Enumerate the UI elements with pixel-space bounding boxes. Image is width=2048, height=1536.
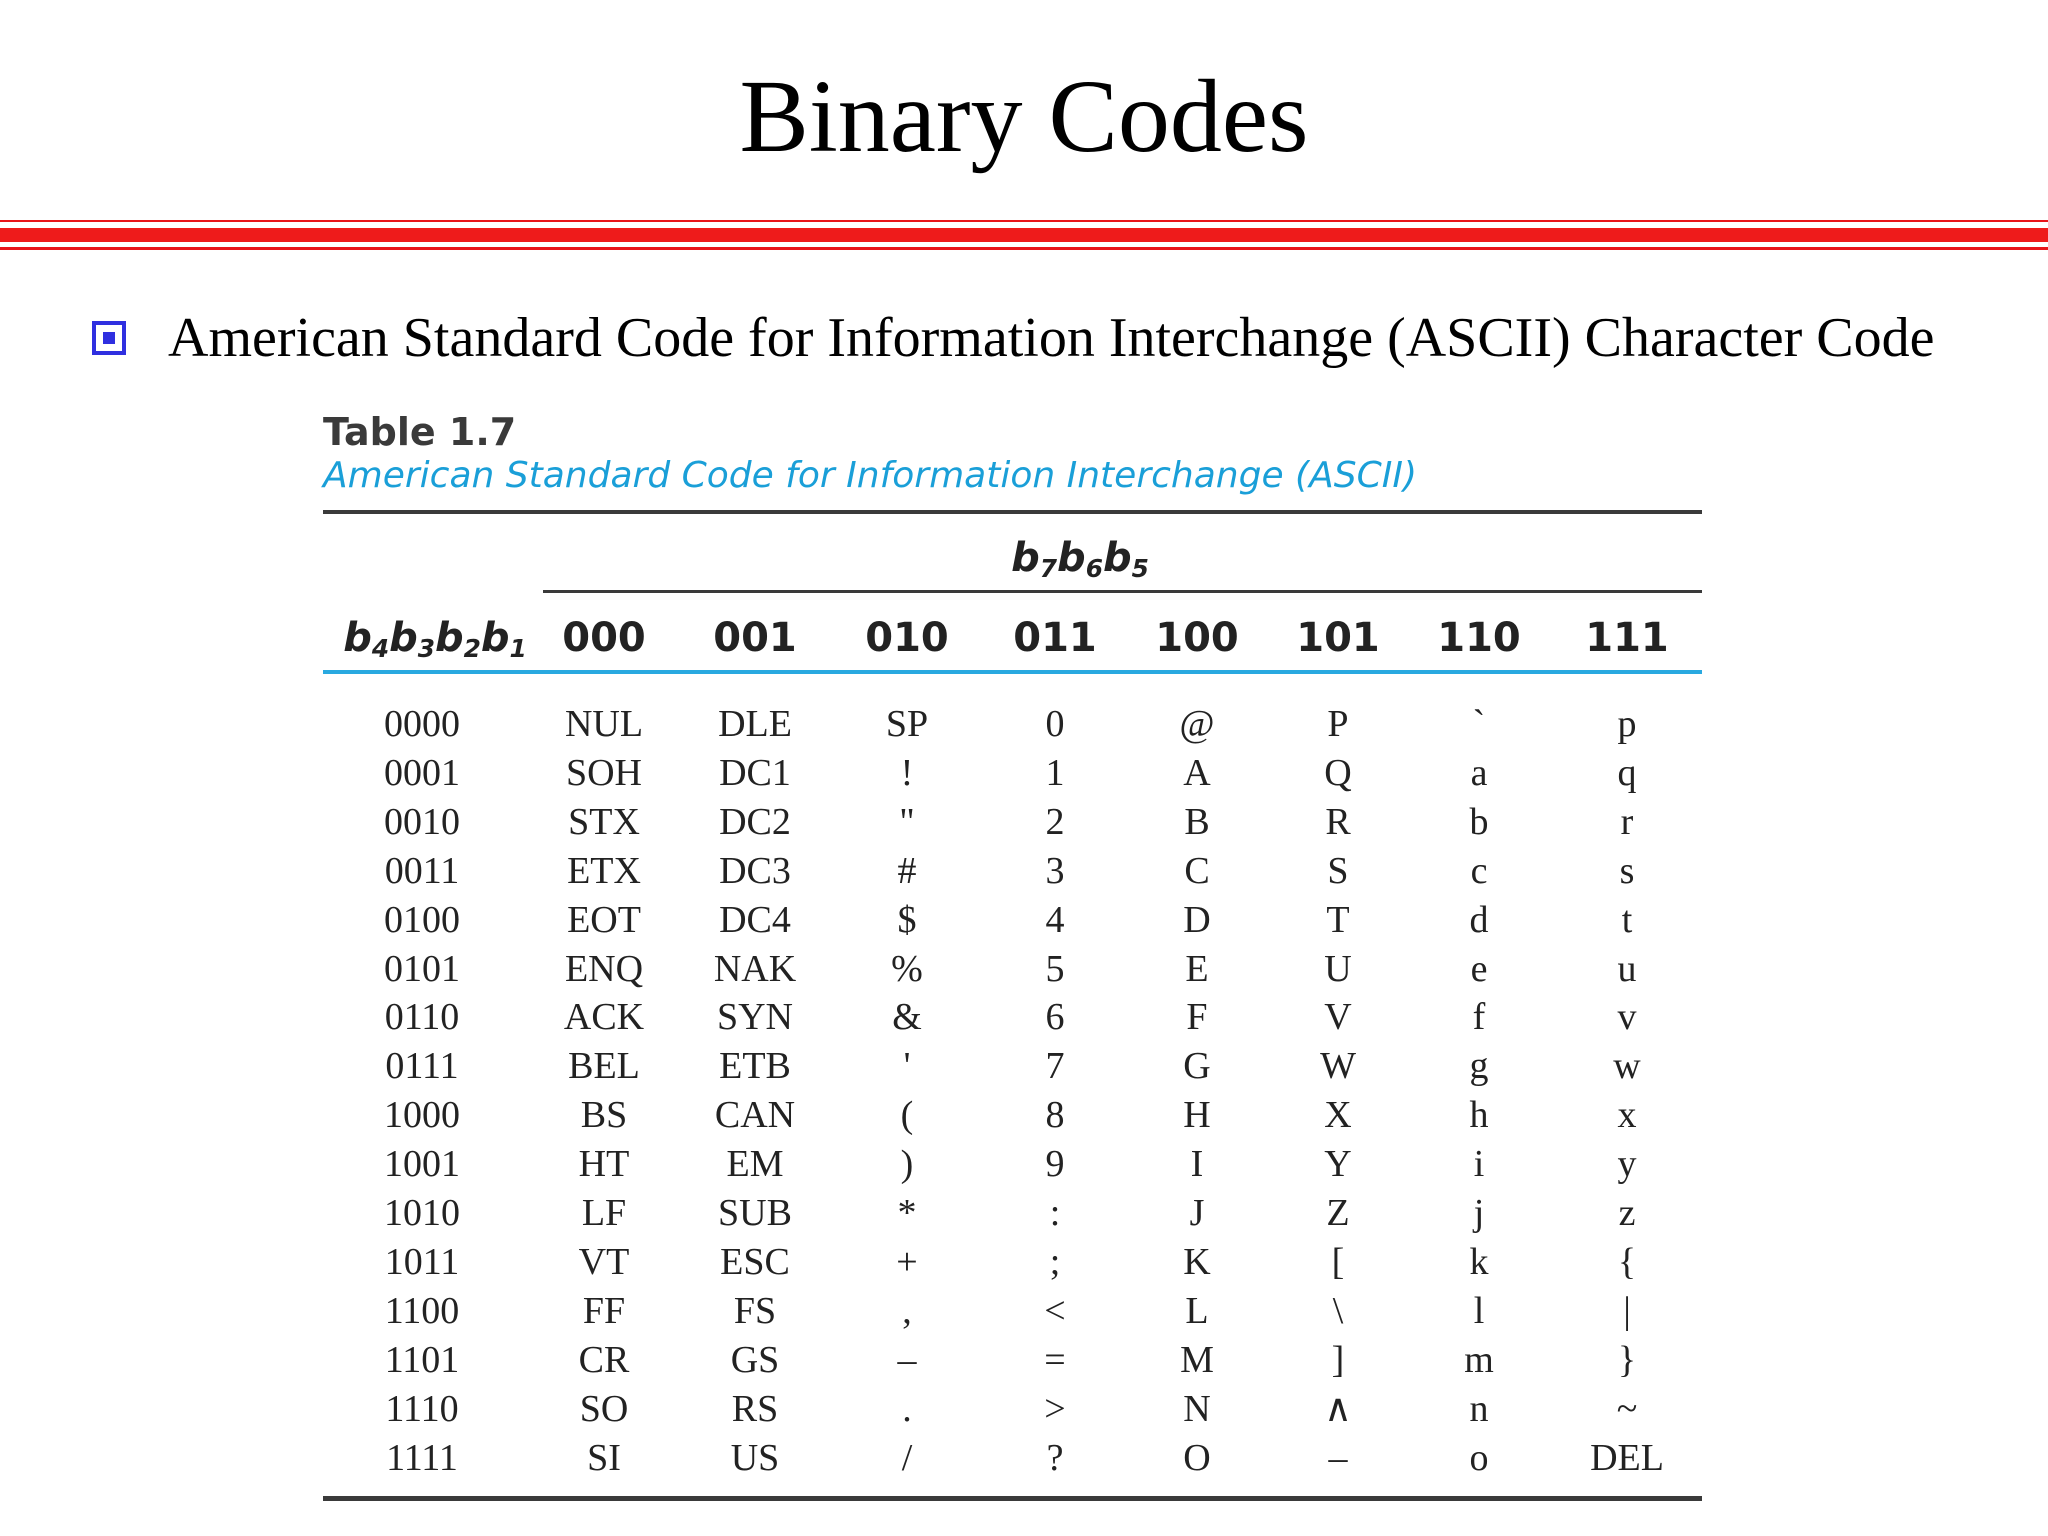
table-cell: 5 <box>1045 947 1065 990</box>
table-cell: " <box>899 800 915 843</box>
table-cell: + <box>896 1240 918 1283</box>
table-cell: CR <box>578 1338 630 1381</box>
table-cell: 1 <box>1045 751 1065 794</box>
table-cell: ~ <box>1616 1387 1638 1430</box>
table-caption: American Standard Code for Information Interchange (ASCII) <box>323 455 1417 496</box>
table-cell: = <box>1044 1338 1066 1381</box>
table-cell: Q <box>1324 751 1352 794</box>
table-cell: h <box>1469 1094 1489 1137</box>
table-cell: ` <box>1472 703 1486 745</box>
table-cell: z <box>1618 1192 1636 1234</box>
table-cell: u <box>1617 947 1637 990</box>
table-cell: g <box>1469 1045 1489 1088</box>
table-cell: 4 <box>1045 898 1065 941</box>
row-bits-label: 1010 <box>384 1192 460 1234</box>
table-cell: [ <box>1331 1240 1345 1283</box>
table-cell: * <box>897 1192 917 1234</box>
table-label: Table 1.7 <box>323 410 517 454</box>
table-cell: A <box>1183 751 1211 794</box>
row-bits-label: 1001 <box>384 1143 460 1186</box>
table-cell: DC3 <box>719 849 791 892</box>
table-cell: SOH <box>565 751 643 794</box>
column-header-001: 001 <box>713 615 797 661</box>
table-cell: G <box>1183 1045 1211 1088</box>
table-cell: o <box>1469 1436 1489 1479</box>
table-cell: W <box>1320 1045 1356 1088</box>
table-cell: EOT <box>567 898 641 941</box>
table-cell: K <box>1183 1240 1211 1283</box>
table-cell: < <box>1044 1289 1066 1332</box>
row-bits-label: 1000 <box>384 1094 460 1137</box>
table-cell: E <box>1185 947 1209 990</box>
table-cell: \ <box>1332 1289 1344 1332</box>
table-cell: D <box>1183 898 1211 941</box>
row-bits-label: 0100 <box>384 898 460 941</box>
table-top-rule <box>323 510 1702 514</box>
row-bits-label: 1101 <box>384 1338 460 1381</box>
table-cell: CAN <box>714 1094 796 1137</box>
table-cell: ! <box>900 751 914 794</box>
table-cell: SI <box>587 1436 621 1479</box>
column-header-011: 011 <box>1013 615 1097 661</box>
table-cell: EM <box>726 1143 784 1186</box>
table-cell: ETX <box>567 849 641 892</box>
table-cell: DC1 <box>719 751 791 794</box>
table-cell: ESC <box>720 1240 790 1283</box>
table-cell: HT <box>578 1143 630 1186</box>
title-divider-thin-top <box>0 220 2048 222</box>
row-bits-label: 0101 <box>384 947 460 990</box>
slide-title: Binary Codes <box>739 59 1309 174</box>
table-cell: a <box>1470 751 1488 794</box>
table-cell: STX <box>568 800 640 843</box>
bullet-text: American Standard Code for Information Interchange (ASCII) Character Code <box>168 307 1935 369</box>
row-bits-label: 0110 <box>384 996 460 1039</box>
table-cell: DC4 <box>719 898 791 941</box>
table-cell: ACK <box>563 996 645 1039</box>
table-cell: ? <box>1046 1436 1064 1479</box>
row-bits-label: 1111 <box>386 1436 458 1479</box>
table-cell: r <box>1620 800 1634 843</box>
table-cell: F <box>1186 996 1208 1039</box>
table-header-rule <box>323 670 1702 674</box>
table-cell: w <box>1613 1045 1641 1088</box>
table-cell: 0 <box>1045 703 1065 745</box>
table-cell: X <box>1324 1094 1352 1137</box>
column-header-100: 100 <box>1155 615 1239 661</box>
row-bits-label: 0010 <box>384 800 460 843</box>
row-bits-label: 0111 <box>385 1045 459 1088</box>
table-cell: p <box>1617 703 1637 745</box>
table-cell: k <box>1469 1240 1489 1283</box>
table-cell: } <box>1617 1338 1637 1381</box>
table-cell: & <box>892 996 922 1039</box>
table-cell: DLE <box>718 703 792 745</box>
table-cell: US <box>730 1436 780 1479</box>
table-cell: Z <box>1326 1192 1350 1234</box>
table-cell: ∧ <box>1324 1387 1352 1430</box>
row-bits-label: 0001 <box>384 751 460 794</box>
table-cell: > <box>1044 1387 1066 1430</box>
table-cell: l <box>1473 1289 1485 1332</box>
table-cell: BS <box>580 1094 628 1137</box>
table-cell: B <box>1184 800 1210 843</box>
table-cell: t <box>1621 898 1633 941</box>
table-cell: M <box>1180 1338 1214 1381</box>
row-bits-label: 0011 <box>384 849 460 892</box>
table-cell: Y <box>1324 1143 1352 1186</box>
table-cell: NAK <box>713 947 797 990</box>
table-cell: y <box>1617 1143 1637 1186</box>
table-cell: RS <box>731 1387 779 1430</box>
table-cell: m <box>1464 1338 1494 1381</box>
table-cell: b <box>1469 800 1489 843</box>
table-cell: % <box>891 947 923 990</box>
table-cell: 6 <box>1045 996 1065 1039</box>
column-group-header: $b_7b_6b_5$ <box>1011 535 1149 584</box>
table-cell: 9 <box>1045 1143 1065 1186</box>
table-cell: P <box>1327 703 1349 745</box>
table-bottom-rule <box>323 1496 1702 1501</box>
title-divider-thick <box>0 228 2048 242</box>
table-cell: BEL <box>568 1045 640 1088</box>
row-bits-label: 1110 <box>385 1387 459 1430</box>
column-header-111: 111 <box>1585 615 1669 661</box>
row-bits-header: $b_4b_3b_2b_1$ <box>343 615 527 664</box>
table-cell: ENQ <box>564 947 644 990</box>
table-cell: f <box>1472 996 1486 1039</box>
table-cell: SYN <box>716 996 794 1039</box>
table-cell: S <box>1327 849 1349 892</box>
row-bits-label: 1011 <box>384 1240 460 1283</box>
table-cell: GS <box>730 1338 780 1381</box>
row-bits-label: 0000 <box>384 703 460 745</box>
table-cell: N <box>1183 1387 1211 1430</box>
table-cell: DEL <box>1590 1436 1664 1479</box>
table-cell: U <box>1324 947 1352 990</box>
table-cell: | <box>1623 1289 1631 1332</box>
table-cell: 3 <box>1045 849 1065 892</box>
table-cell: FS <box>733 1289 777 1332</box>
table-cell: $ <box>897 898 917 941</box>
table-cell: LF <box>581 1192 627 1234</box>
table-cell: : <box>1049 1192 1061 1234</box>
table-cell: SP <box>885 703 929 745</box>
table-cell: NUL <box>564 703 644 745</box>
table-cell: ; <box>1049 1240 1061 1283</box>
table-cell: { <box>1617 1240 1637 1283</box>
table-cell: R <box>1325 800 1351 843</box>
square-bullet-icon <box>92 321 126 355</box>
column-header-000: 000 <box>562 615 646 661</box>
table-cell: L <box>1185 1289 1209 1332</box>
table-cell: C <box>1184 849 1210 892</box>
table-cell: . <box>902 1387 912 1430</box>
table-cell: , <box>902 1289 912 1332</box>
table-cell: i <box>1473 1143 1485 1186</box>
table-cell: 8 <box>1045 1094 1065 1137</box>
table-cell: c <box>1470 849 1488 892</box>
table-cell: I <box>1190 1143 1204 1186</box>
table-cell: FF <box>582 1289 626 1332</box>
table-cell: SUB <box>718 1192 792 1234</box>
table-cell: ( <box>900 1094 914 1137</box>
table-cell: e <box>1470 947 1488 990</box>
table-cell: x <box>1617 1094 1637 1137</box>
column-header-010: 010 <box>865 615 949 661</box>
table-cell: j <box>1473 1192 1485 1234</box>
table-cell: d <box>1469 898 1489 941</box>
title-divider-thin-bottom <box>0 247 2048 250</box>
table-cell: 2 <box>1045 800 1065 843</box>
table-cell: VT <box>578 1240 630 1283</box>
table-cell: s <box>1619 849 1635 892</box>
table-cell: – <box>1328 1436 1348 1479</box>
table-cell: H <box>1183 1094 1211 1137</box>
table-cell: T <box>1326 898 1350 941</box>
table-cell: v <box>1617 996 1637 1039</box>
table-cell: @ <box>1179 703 1215 745</box>
column-header-110: 110 <box>1437 615 1521 661</box>
table-cell: 7 <box>1045 1045 1065 1088</box>
table-cell: DC2 <box>719 800 791 843</box>
table-cell: ' <box>903 1045 911 1088</box>
table-cell: ETB <box>719 1045 791 1088</box>
table-cell: ] <box>1331 1338 1345 1381</box>
table-cell: V <box>1324 996 1352 1039</box>
table-cell: ) <box>900 1143 914 1186</box>
table-cell: SO <box>579 1387 629 1430</box>
table-cell: J <box>1189 1192 1205 1234</box>
table-cell: / <box>901 1436 913 1479</box>
table-cell: q <box>1617 751 1637 794</box>
table-cell: O <box>1183 1436 1211 1479</box>
table-cell: n <box>1469 1387 1489 1430</box>
table-cell: – <box>897 1338 917 1381</box>
row-bits-label: 1100 <box>384 1289 460 1332</box>
column-group-rule <box>543 590 1702 593</box>
column-header-101: 101 <box>1296 615 1380 661</box>
table-cell: # <box>897 849 917 892</box>
